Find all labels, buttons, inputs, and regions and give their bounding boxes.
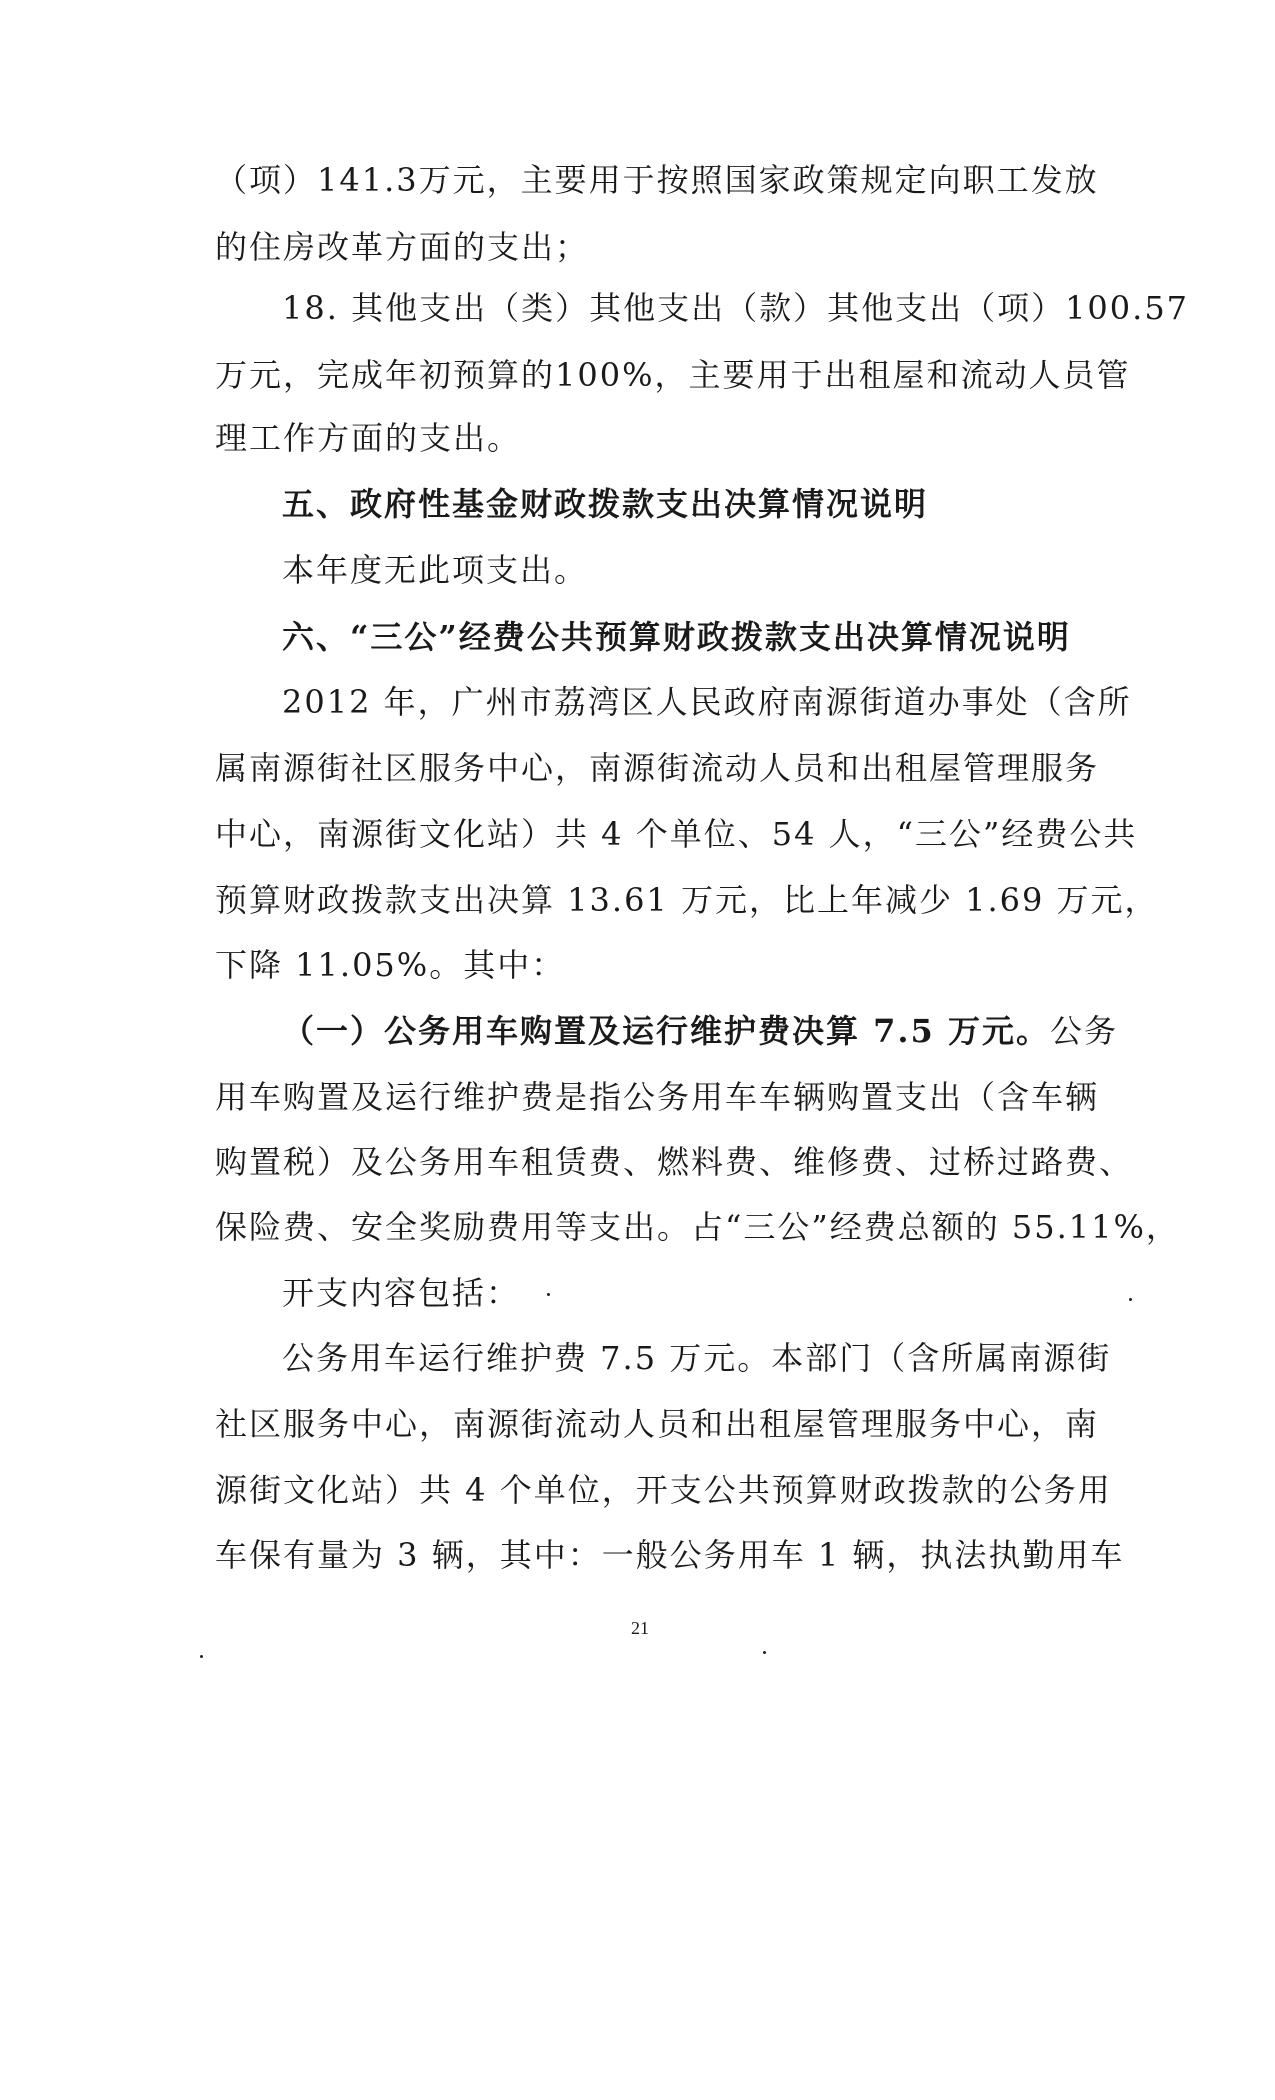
section-heading-6: 六、“三公”经费公共预算财政拨款支出决算情况说明 [282,618,1071,656]
text-line: 下降 11.05%。其中： [215,946,566,984]
scan-speck [547,1293,550,1296]
subsection-heading-1: （一）公务用车购置及运行维护费决算 7.5 万元。 [282,1012,1050,1050]
subsection-line [282,1011,1118,1051]
text-line: 本年度无此项支出。 [282,551,589,589]
text-line: 预算财政拨款支出决算 13.61 万元，比上年减少 1.69 万元， [215,881,1159,919]
text-line: 社区服务中心，南源街流动人员和出租屋管理服务中心，南 [215,1405,1100,1443]
text-line: 用车购置及运行维护费是指公务用车车辆购置支出（含车辆 [215,1078,1100,1116]
scan-speck [763,1651,766,1654]
text-line: 源街文化站）共 4 个单位，开支公共预算财政拨款的公务用 [215,1471,1112,1509]
text-line: 购置税）及公务用车租赁费、燃料费、维修费、过桥过路费、 [215,1143,1134,1181]
text-line: （项）141.3万元，主要用于按照国家政策规定向职工发放 [215,161,1099,199]
text-line: 理工作方面的支出。 [215,419,522,457]
section-heading-5: 五、政府性基金财政拨款支出决算情况说明 [282,485,929,523]
text-span: 公务 [1049,1012,1118,1050]
text-line: 2012 年，广州市荔湾区人民政府南源街道办事处（含所 [282,683,1132,721]
text-line: 保险费、安全奖励费用等支出。占“三公”经费总额的 55.11%， [215,1208,1180,1246]
scan-speck [1129,1298,1132,1301]
text-line: 属南源街社区服务中心，南源街流动人员和出租屋管理服务 [215,749,1100,787]
text-line: 万元，完成年初预算的100%，主要用于出租屋和流动人员管 [215,356,1131,394]
paragraph-item-18: 18. 其他支出（类）其他支出（款）其他支出（项）100.57 [282,289,1190,327]
text-line: 的住房改革方面的支出； [215,228,590,266]
text-line: 开支内容包括： [282,1274,521,1312]
text-line: 公务用车运行维护费 7.5 万元。本部门（含所属南源街 [282,1339,1112,1377]
text-line: 中心，南源街文化站）共 4 个单位、54 人，“三公”经费公共 [215,815,1138,853]
scan-speck [200,1655,203,1658]
page-number: 21 [631,1618,649,1638]
text-line: 车保有量为 3 辆，其中：一般公务用车 1 辆，执法执勤用车 [215,1536,1125,1574]
